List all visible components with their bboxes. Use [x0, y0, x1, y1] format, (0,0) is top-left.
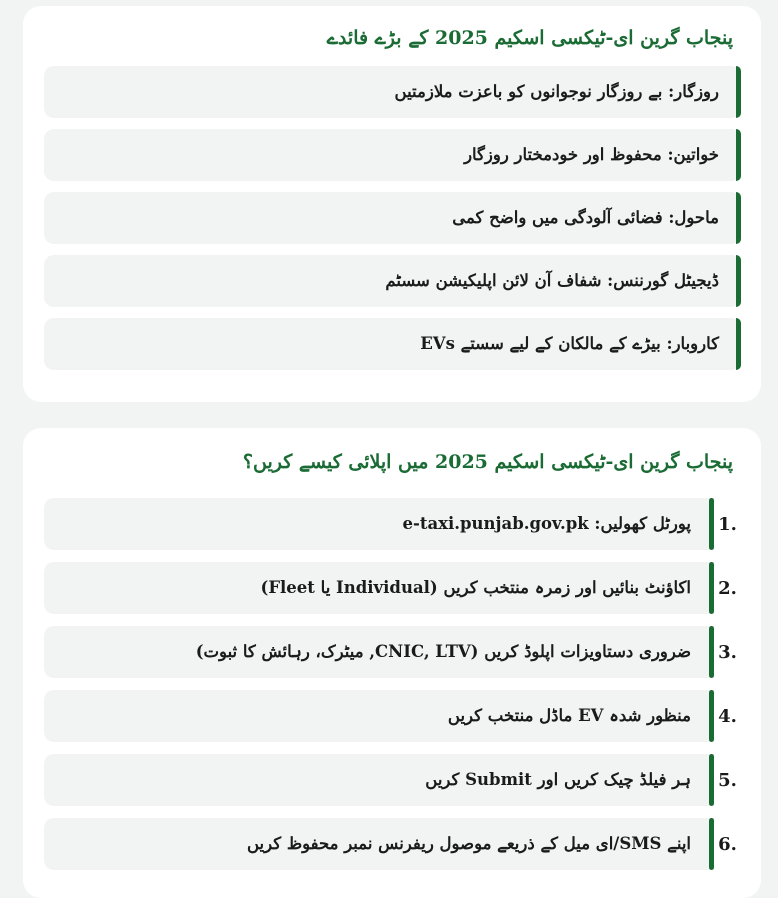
step-number: 2.: [714, 562, 741, 616]
benefit-label: خواتین: محفوظ اور خودمختار روزگار: [464, 145, 719, 164]
step-item: [44, 754, 741, 806]
accent-bar: [736, 192, 741, 244]
step-number: 4.: [714, 690, 741, 744]
step-label: پورٹل کھولیں: e-taxi.punjab.gov.pk: [402, 514, 691, 533]
apply-steps-card: [23, 428, 761, 898]
benefit-item: [44, 318, 741, 370]
benefits-list: [44, 66, 741, 381]
step-item: [44, 562, 741, 614]
step-item: [44, 690, 741, 742]
step-number: 1.: [714, 498, 741, 552]
benefit-item: [44, 192, 741, 244]
benefits-title: پنجاب گرین ای-ٹیکسی اسکیم 2025 کے بڑے فائدے: [326, 27, 733, 49]
apply-steps-list: [44, 498, 741, 882]
step-label: اپنے SMS/ای میل کے ذریعے موصول ریفرنس نمبر محفوظ کریں: [246, 834, 691, 853]
benefit-label: ماحول: فضائی آلودگی میں واضح کمی: [452, 208, 719, 227]
apply-title: پنجاب گرین ای-ٹیکسی اسکیم 2025 میں اپلائی کیسے کریں؟: [242, 451, 733, 473]
step-label: ضروری دستاویزات اپلوڈ کریں (CNIC, LTV, میٹرک، رہائش کا ثبوت): [195, 642, 691, 661]
step-label: ہر فیلڈ چیک کریں اور Submit کریں: [425, 770, 691, 789]
accent-bar: [736, 318, 741, 370]
step-label: منظور شدہ EV ماڈل منتخب کریں: [447, 706, 691, 725]
step-number: 6.: [714, 818, 741, 872]
benefit-item: [44, 255, 741, 307]
step-number: 3.: [714, 626, 741, 680]
benefit-item: [44, 66, 741, 118]
accent-bar: [736, 66, 741, 118]
benefits-card: [23, 6, 761, 402]
step-item: [44, 818, 741, 870]
step-label: اکاؤنٹ بنائیں اور زمرہ منتخب کریں (Individual یا Fleet): [260, 578, 691, 597]
benefit-label: کاروبار: بیڑے کے مالکان کے لیے سستے EVs: [420, 334, 719, 353]
accent-bar: [736, 129, 741, 181]
benefit-label: ڈیجیٹل گورننس: شفاف آن لائن اپلیکیشن سسٹم: [385, 271, 719, 290]
step-item: [44, 498, 741, 550]
step-number: 5.: [714, 754, 741, 808]
benefit-item: [44, 129, 741, 181]
step-item: [44, 626, 741, 678]
accent-bar: [736, 255, 741, 307]
benefit-label: روزگار: بے روزگار نوجوانوں کو باعزت ملازمتیں: [394, 82, 719, 101]
